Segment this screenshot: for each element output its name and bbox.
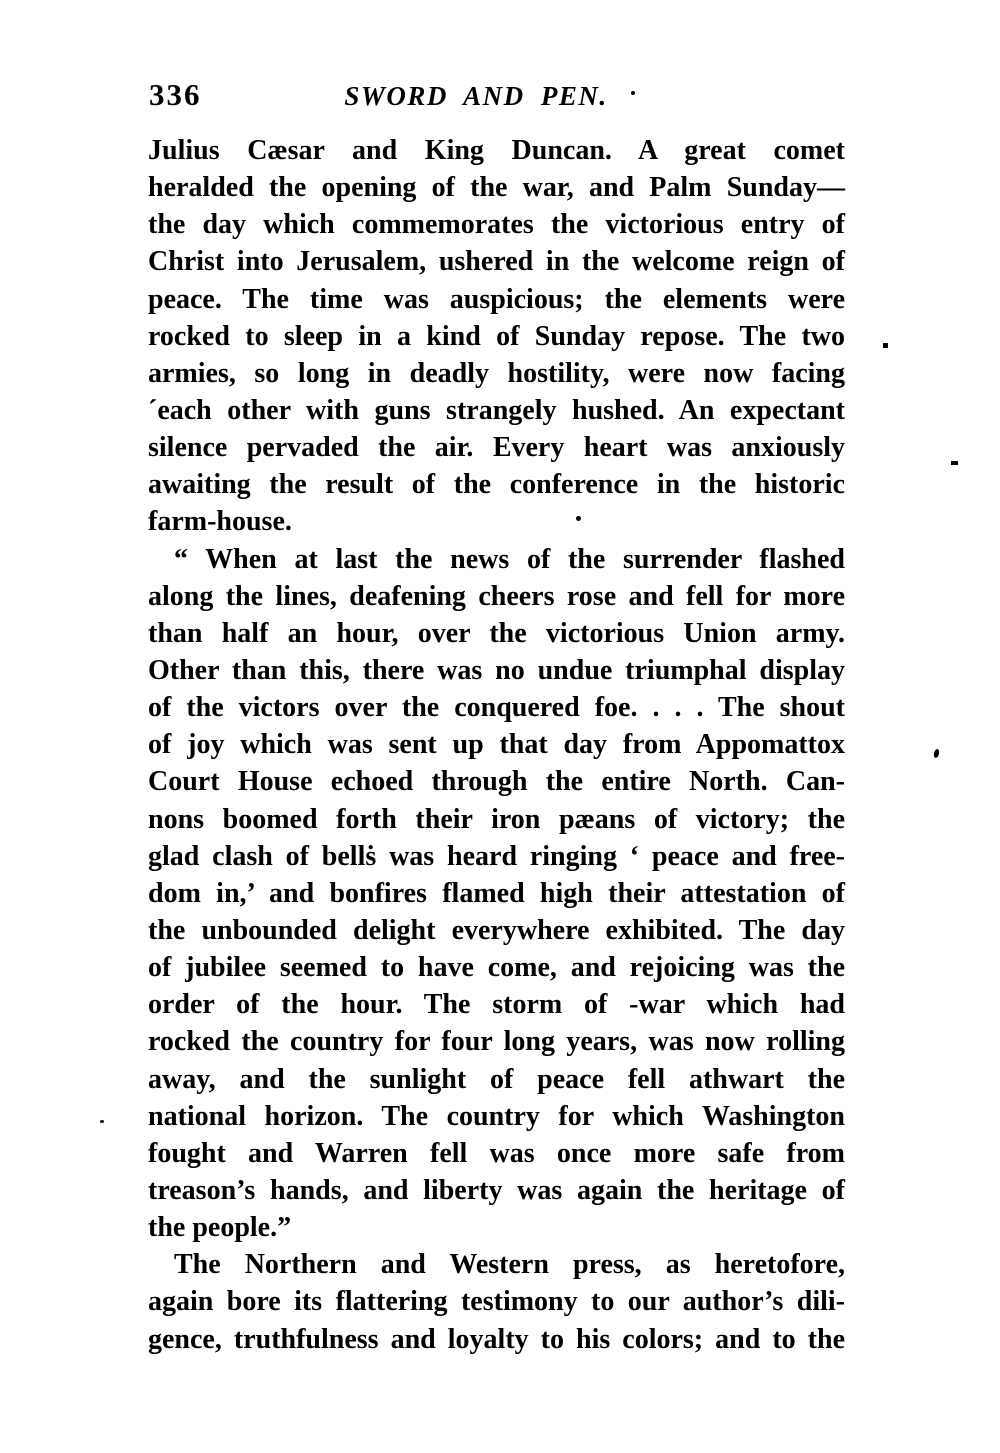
text-line: rocked the country for four long years, was now rolling — [148, 1026, 845, 1058]
text-line: Julius Cæsar and King Duncan. A great comet — [148, 135, 845, 166]
text-line: of joy which was sent up that day from Appomattox — [148, 729, 845, 761]
text-line: rocked to sleep in a kind of Sunday repose. The two — [148, 320, 845, 352]
text-line: Other than this, there was no undue triumphal display — [148, 654, 845, 686]
text-line: of the victors over the conquered foe. . . . The shout — [148, 692, 845, 724]
text-line: treason’s hands, and liberty was again the heritage of — [148, 1174, 845, 1206]
text-line: armies, so long in deadly hostility, were now facing — [148, 357, 845, 389]
text-line: heralded the opening of the war, and Palm Sunday— — [148, 172, 845, 204]
text-line: the day which commemorates the victorious entry of — [148, 209, 845, 241]
scan-speck-left-margin — [100, 1120, 104, 1123]
scan-speck-right-comma — [933, 749, 940, 759]
text-line: Christ into Jerusalem, ushered in the welcome reign of — [148, 246, 845, 278]
text-line: again bore its flattering testimony to our author’s dili- — [148, 1286, 845, 1318]
text-line: fought and Warren fell was once more safe from — [148, 1137, 845, 1169]
text-line: glad clash of bellṡ was heard ringing ‘ peace and free- — [148, 840, 845, 872]
text-line: gence, truthfulness and loyalty to his colors; and to the — [148, 1323, 845, 1355]
scan-speck-header — [631, 91, 635, 95]
text-line: away, and the sunlight of peace fell athwart the — [148, 1063, 845, 1095]
running-title: SWORD AND PEN. — [344, 81, 608, 111]
text-line: The Northern and Western press, as heretofore, — [174, 1249, 845, 1281]
text-line: dom in,’ and bonfires flamed high their attestation of — [148, 877, 845, 909]
text-line: national horizon. The country for which Washington — [148, 1100, 845, 1132]
text-line: peace. The time was auspicious; the elements were — [148, 283, 845, 315]
text-line: order of the hour. The storm of -war which had — [148, 989, 845, 1021]
text-line: awaiting the result of the conference in the historic — [148, 469, 845, 501]
text-line: of jubilee seemed to have come, and rejoicing was the — [148, 952, 845, 984]
text-line: along the lines, deafening cheers rose and fell for more — [148, 580, 845, 612]
scan-speck-right-margin-2 — [951, 461, 958, 465]
text-line: the unbounded delight everywhere exhibited. The day — [148, 914, 845, 946]
page-number: 336 — [149, 77, 202, 112]
text-line: “ When at last the news of the surrender flashed — [174, 543, 845, 575]
scan-speck-right-margin-1 — [883, 343, 888, 348]
text-line: nons boomed forth their iron pæans of victory; the — [148, 803, 845, 835]
text-line: the people.” — [148, 1212, 292, 1244]
text-line: farm-house. — [148, 506, 292, 538]
text-line: than half an hour, over the victorious Union army. — [148, 617, 845, 649]
text-line: Court House echoed through the entire North. Can- — [148, 766, 845, 798]
body-text — [148, 132, 845, 1358]
scan-speck-mid-dot — [576, 516, 581, 521]
text-line: ´each other with guns strangely hushed. An expectant — [148, 394, 845, 426]
text-line: silence pervaded the air. Every heart was anxiously — [148, 432, 845, 464]
